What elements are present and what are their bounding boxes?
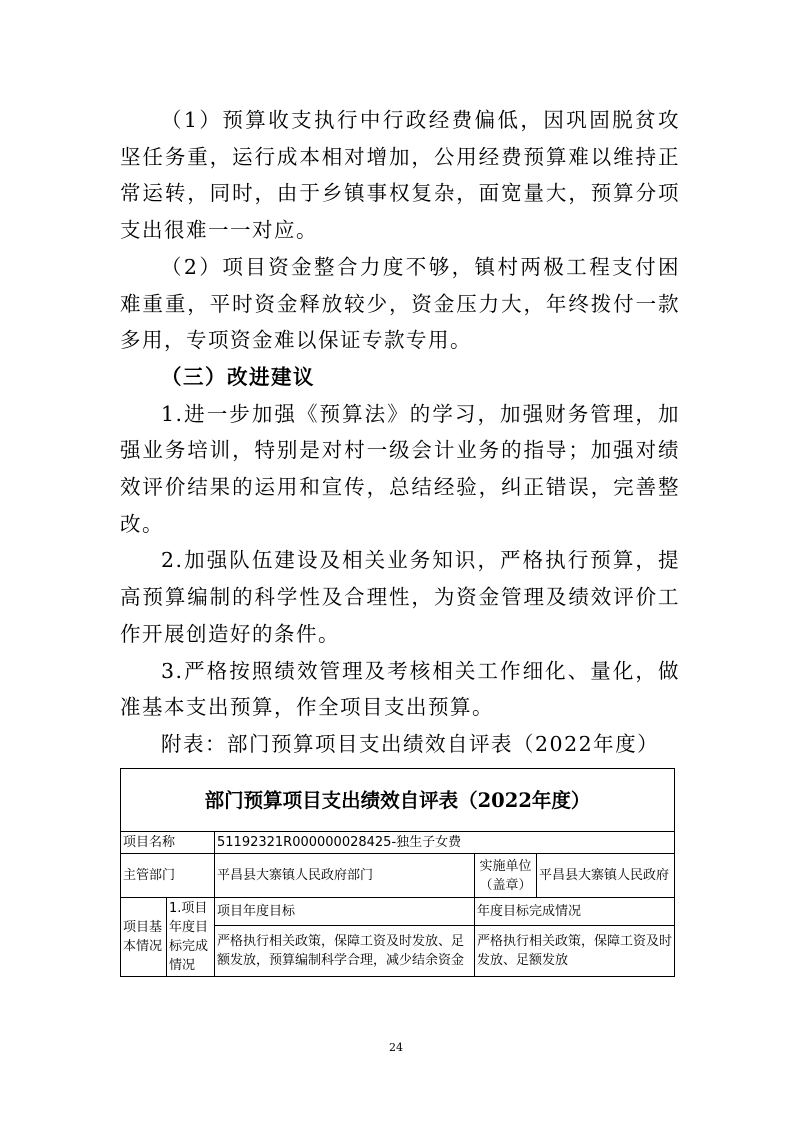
paragraph-3: 1.进一步加强《预算法》的学习，加强财务管理，加强业务培训，特别是对村一级会计业务的指导；加强对绩效评价结果的运用和宣传，总结经验，纠正错误，完善整改。 — [120, 401, 680, 536]
dept-value: 平昌县大寨镇人民政府部门 — [215, 854, 475, 898]
completion-header: 年度目标完成情况 — [475, 898, 675, 926]
paragraph-1: （1）预算收支执行中行政经费偏低，因巩固脱贫攻坚任务重，运行成本相对增加，公用经费预算难以维持正常运转，同时，由于乡镇事权复杂，面宽量大，预算分项支出很难一一对应。 — [120, 108, 680, 243]
impl-unit-label: 实施单位（盖章） — [475, 854, 537, 898]
paragraph-4: 2.加强队伍建设及相关业务知识，严格执行预算，提高预算编制的科学性及合理性，为资金管理及绩效评价工作开展创造好的条件。 — [120, 548, 680, 646]
basic-info-label: 项目基本情况 — [121, 898, 167, 977]
page-number: 24 — [389, 1041, 403, 1054]
impl-unit-value: 平昌县大寨镇人民政府 — [537, 854, 675, 898]
project-name-label: 项目名称 — [121, 832, 215, 854]
goal-header: 项目年度目标 — [215, 898, 475, 926]
paragraph-5: 3.严格按照绩效管理及考核相关工作细化、量化，做准基本支出预算，作全项目支出预算。 — [120, 658, 680, 720]
annual-goal-label: 1.项目年度目标完成情况 — [167, 898, 215, 977]
self-evaluation-table — [120, 768, 675, 977]
project-name-value: 51192321R000000028425-独生子女费 — [215, 832, 675, 854]
table-title: 部门预算项目支出绩效自评表（2022年度） — [121, 769, 675, 832]
dept-label: 主管部门 — [121, 854, 215, 898]
goal-text: 严格执行相关政策，保障工资及时发放、足额发放，预算编制科学合理，减少结余资金 — [215, 925, 475, 976]
body-text — [120, 102, 680, 763]
section-heading: （三）改进建议 — [161, 364, 315, 389]
paragraph-2: （2）项目资金整合力度不够，镇村两极工程支付困难重重，平时资金释放较少，资金压力大，年终拨付一款多用，专项资金难以保证专款专用。 — [120, 254, 680, 353]
appendix-note: 附表：部门预算项目支出绩效自评表（2022年度） — [161, 731, 660, 756]
completion-text: 严格执行相关政策，保障工资及时发放、足额发放 — [475, 925, 675, 976]
